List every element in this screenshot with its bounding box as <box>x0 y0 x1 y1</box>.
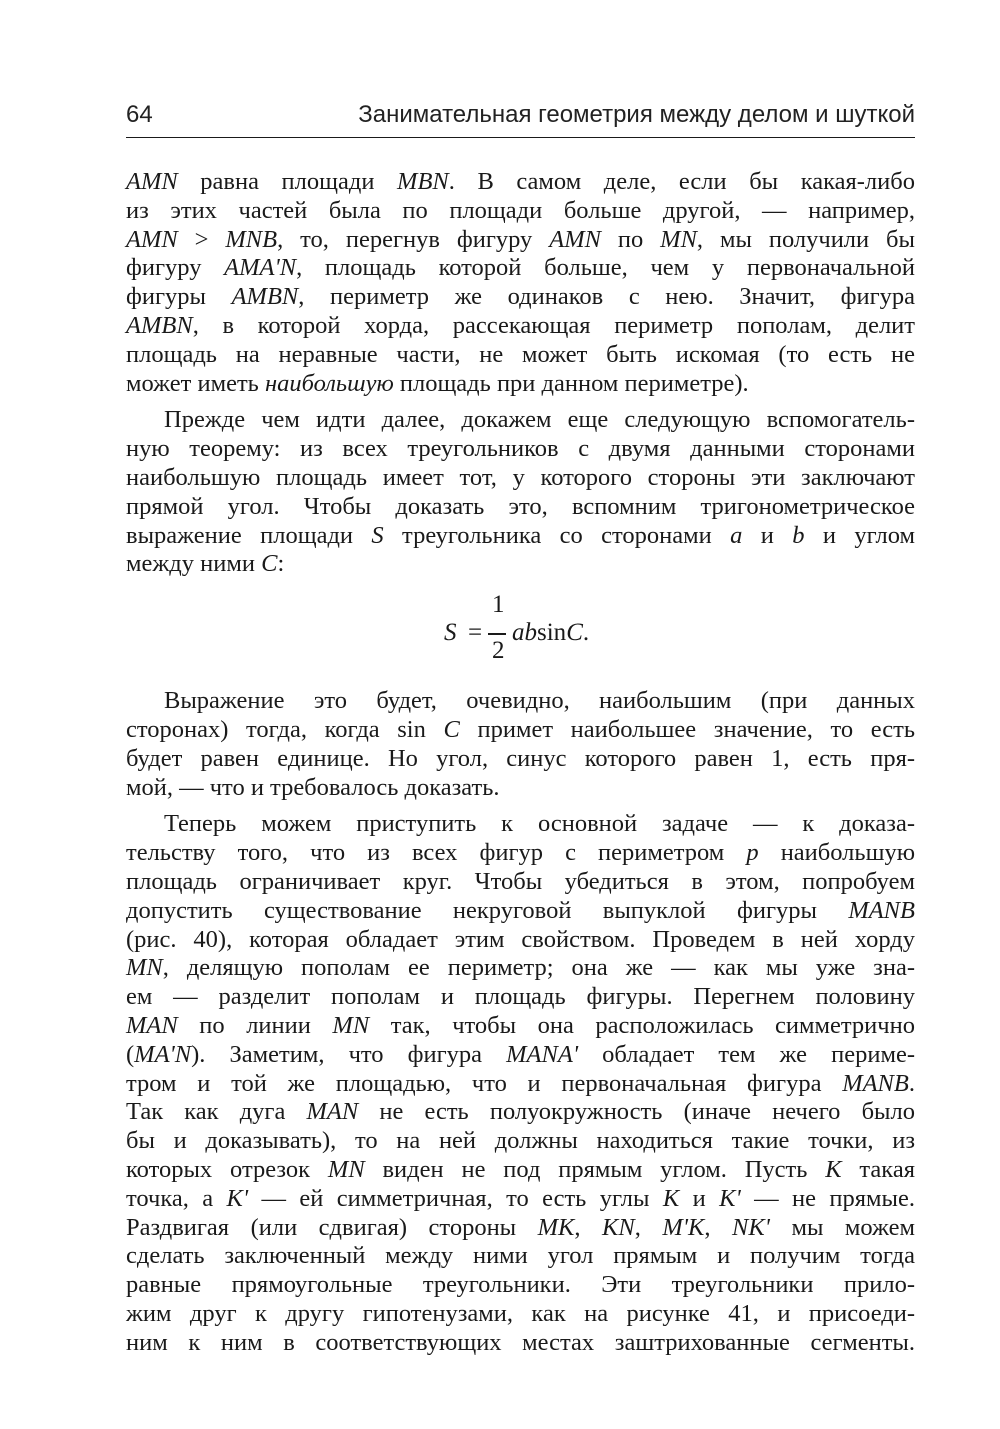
text-line: бы и доказывать), то на ней должны находиться такие точки, из <box>126 1127 915 1155</box>
text-line: (рис. 40), которая обладает этим свойством. Проведем в ней хорду <box>126 925 915 953</box>
text-line: Выражение это будет, очевидно, наибольшим (при данных <box>164 687 915 715</box>
text-line: (MA'N). Заметим, что фигура MANA' обладает тем же периме- <box>126 1040 916 1068</box>
formula-block <box>126 579 915 687</box>
text-line: MAN по линии MN так, чтобы она расположилась симметрично <box>126 1011 915 1039</box>
area-formula <box>126 591 915 673</box>
text-line: фигуры AMBN, периметр же одинаков с нею. Значит, фигура <box>126 283 915 311</box>
text-line: AMN равна площади MBN. В самом деле, если бы какая-либо <box>126 168 915 195</box>
book-title: Занимательная геометрия между делом и шуткой <box>358 101 915 128</box>
text-line: между ними C: <box>126 550 285 578</box>
text-line: выражение площади S треугольника со сторонами a и b и углом <box>126 521 915 549</box>
text-line: ним к ним в соответствующих местах заштрихованные сегменты. <box>126 1328 915 1356</box>
body-text <box>126 168 915 1357</box>
running-header <box>126 97 915 138</box>
text-line: площадь ограничивает круг. Чтобы убедиться в этом, попробуем <box>126 867 915 895</box>
fraction-bar <box>488 633 506 635</box>
text-line: Раздвигая (или сдвигая) стороны MK, KN, M'K, NK' мы можем <box>126 1213 916 1241</box>
paragraph-2 <box>126 406 915 579</box>
text-line: AMBN, в которой хорда, рассекающая периметр пополам, делит <box>126 311 915 339</box>
formula-equals: = <box>468 619 483 647</box>
text-line: сделать заключенный между ними угол прямым и получим тогда <box>126 1242 915 1270</box>
formula-lhs: S <box>444 619 457 647</box>
text-line: равные прямоугольные треугольники. Эти треугольники прило- <box>126 1271 915 1299</box>
text-line: Теперь можем приступить к основной задаче — к доказа- <box>164 810 915 838</box>
text-line: ную теорему: из всех треугольников с двумя данными сторонами <box>126 435 915 463</box>
text-line: точка, а K' — ей симметричная, то есть углы K и K' — не прямые. <box>126 1184 915 1212</box>
text-line: жим друг к другу гипотенузами, как на рисунке 41, и присоеди- <box>126 1299 915 1327</box>
text-line: площадь на неравные части, не может быть искомая (то есть не <box>126 340 915 368</box>
text-line: AMN > MNB, то, перегнув фигуру AMN по MN, мы получили бы <box>126 225 915 253</box>
text-line: прямой угол. Чтобы доказать это, вспомним тригонометрическое <box>126 492 915 520</box>
paragraph-1 <box>126 168 915 398</box>
page-number: 64 <box>126 101 153 128</box>
text-line: наибольшую площадь имеет тот, у которого стороны эти заключают <box>126 463 915 491</box>
text-line: может иметь наибольшую площадь при данном периметре). <box>126 369 749 397</box>
formula-numerator: 1 <box>492 591 505 619</box>
formula-denominator: 2 <box>492 637 505 665</box>
text-line: тельству того, что из всех фигур с периметром p наибольшую <box>126 839 916 867</box>
text-line: фигуру AMA'N, площадь которой больше, чем у первоначальной <box>126 254 916 282</box>
text-line: Прежде чем идти далее, докажем еще следующую вспомогатель- <box>164 406 915 434</box>
text-line: будет равен единице. Но угол, синус которого равен 1, есть пря- <box>126 744 915 772</box>
paragraph-4 <box>126 810 915 1357</box>
text-line: ем — разделит пополам и площадь фигуры. Перегнем половину <box>126 983 915 1011</box>
formula-rhs: absinC. <box>512 619 590 647</box>
text-line: Так как дуга MAN не есть полуокружность (иначе нечего было <box>126 1098 915 1126</box>
paragraph-3 <box>126 687 915 802</box>
text-line: сторонах) тогда, когда sin C примет наибольшее значение, то есть <box>126 715 915 743</box>
text-line: из этих частей была по площади больше другой, — например, <box>126 196 915 224</box>
text-line: MN, делящую пополам ее периметр; она же — как мы уже зна- <box>126 954 915 982</box>
text-line: мой, — что и требовалось доказать. <box>126 773 500 801</box>
text-line: допустить существование некруговой выпуклой фигуры MANB <box>126 896 915 924</box>
text-line: тром и той же площадью, что и первоначальная фигура MANB. <box>126 1069 915 1097</box>
text-line: которых отрезок MN виден не под прямым углом. Пусть K такая <box>126 1155 915 1183</box>
